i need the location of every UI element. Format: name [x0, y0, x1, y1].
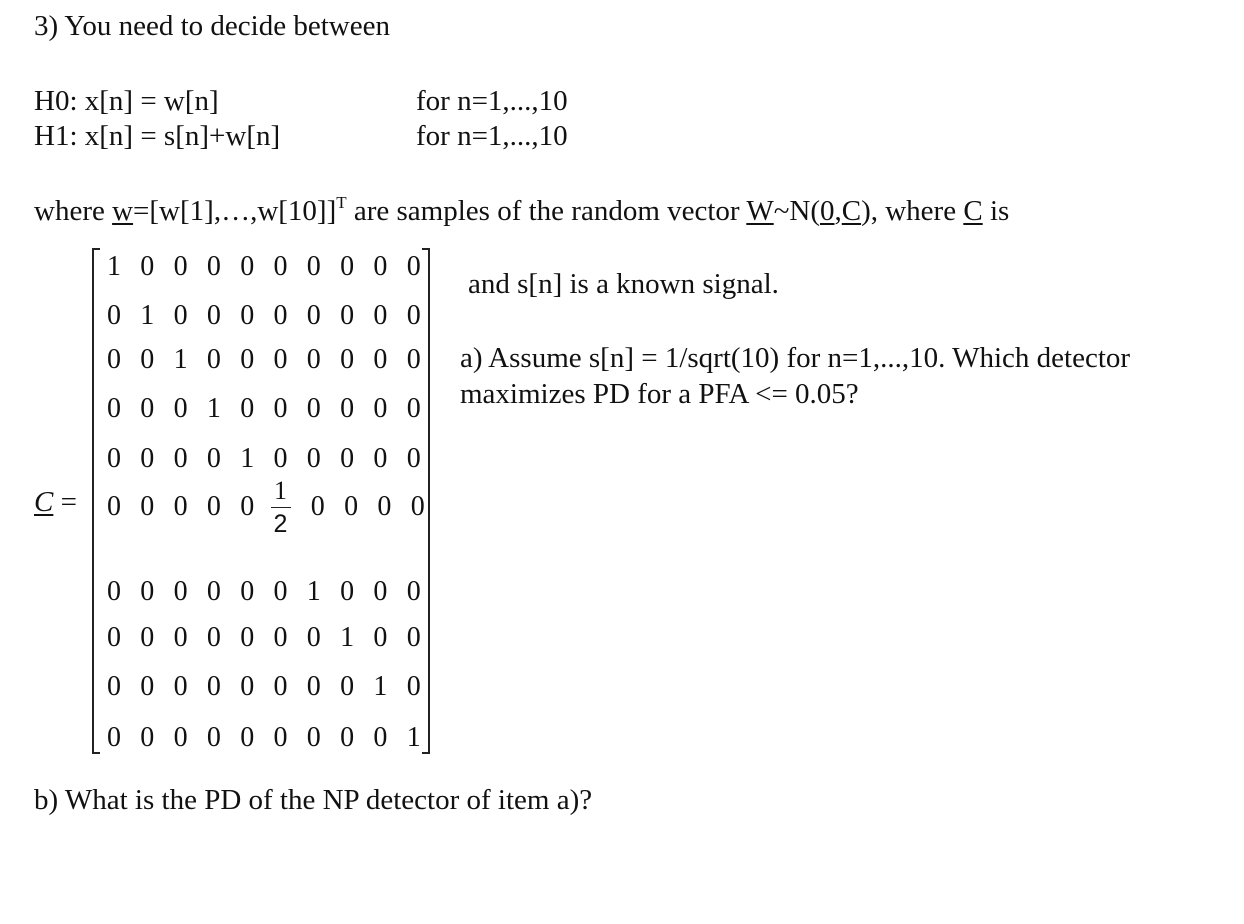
matrix-cell: 1 — [240, 443, 255, 474]
matrix-cell: 0 — [340, 722, 355, 753]
hypothesis-h1: H1: x[n] = s[n]+w[n] — [34, 120, 281, 152]
matrix-cell: 0 — [406, 443, 421, 474]
hypothesis-h1-range: for n=1,...,10 — [416, 120, 568, 152]
matrix-cell: 0 — [107, 491, 121, 522]
matrix-cell: 0 — [373, 344, 388, 375]
matrix-cell: 0 — [107, 622, 121, 653]
matrix-row — [104, 476, 425, 538]
matrix-cell: 0 — [173, 576, 188, 607]
matrix-cell: 0 — [306, 671, 321, 702]
matrix-cell: 0 — [344, 491, 359, 522]
problem-heading: 3) You need to decide between — [34, 10, 390, 42]
part-b-question: b) What is the PD of the NP detector of item a)? — [34, 784, 593, 816]
matrix-cell: 0 — [273, 443, 288, 474]
fraction-bar — [271, 507, 291, 508]
matrix-row — [104, 442, 424, 476]
matrix-cell: 1 — [140, 300, 155, 331]
matrix-cell: 0 — [140, 622, 155, 653]
matrix-cell: 0 — [173, 393, 188, 424]
matrix-equals: = — [60, 486, 77, 518]
matrix-cell: 0 — [240, 300, 255, 331]
matrix-cell: 0 — [306, 622, 321, 653]
matrix-cell: 0 — [140, 393, 155, 424]
matrix-row — [104, 670, 424, 704]
matrix-cell: 1 — [206, 393, 221, 424]
matrix-cell: 0 — [273, 393, 288, 424]
matrix-cell: 1 — [306, 576, 321, 607]
matrix-cell: 0 — [240, 722, 255, 753]
vector-W: W — [746, 195, 774, 227]
matrix-cell: 0 — [373, 722, 388, 753]
matrix-cell: 0 — [340, 671, 355, 702]
matrix-cell: 1 — [340, 622, 355, 653]
matrix-cell: 1 — [107, 251, 121, 282]
matrix-cell: 1 — [173, 344, 188, 375]
part-a-line1: a) Assume s[n] = 1/sqrt(10) for n=1,...,10. Which detector — [460, 342, 1131, 374]
matrix-cell: 0 — [206, 622, 221, 653]
matrix-cell: 0 — [406, 622, 421, 653]
matrix-row — [104, 392, 424, 426]
matrix-cell: 0 — [206, 251, 221, 282]
matrix-cell: 0 — [373, 393, 388, 424]
matrix-cell: 0 — [406, 251, 421, 282]
matrix-row — [104, 250, 424, 284]
where-text-1: where — [34, 195, 113, 227]
matrix-C-ref-1: C — [841, 195, 862, 227]
matrix-cell: 0 — [340, 251, 355, 282]
matrix-cell: 0 — [206, 491, 221, 522]
matrix-cell: 0 — [306, 443, 321, 474]
matrix-row — [104, 299, 424, 333]
matrix-cell: 0 — [173, 443, 188, 474]
matrix-cell: 0 — [373, 576, 388, 607]
matrix-cell: 0 — [406, 300, 421, 331]
matrix-cell: 0 — [107, 300, 121, 331]
matrix-cell: 0 — [340, 443, 355, 474]
matrix-cell: 0 — [107, 443, 121, 474]
matrix-cell: 0 — [406, 393, 421, 424]
where-text-6: is — [982, 195, 1010, 227]
matrix-cell: 0 — [173, 622, 188, 653]
matrix-cell: 0 — [140, 443, 155, 474]
where-text-4: ~N( — [773, 195, 820, 227]
matrix-cell: 0 — [140, 576, 155, 607]
matrix-cell: 0 — [373, 622, 388, 653]
matrix-cell: 0 — [240, 576, 255, 607]
matrix-cell-fraction — [269, 478, 293, 537]
matrix-cell: 0 — [306, 300, 321, 331]
matrix-cell: 0 — [273, 251, 288, 282]
matrix-cell: 0 — [206, 443, 221, 474]
matrix-cell: 0 — [206, 722, 221, 753]
matrix-cell: 0 — [107, 576, 121, 607]
matrix-C-ref-2: C — [963, 195, 983, 227]
matrix-cell: 0 — [107, 393, 121, 424]
where-text-2: =[w[1],…,w[10]] — [133, 195, 337, 227]
matrix-cell: 0 — [107, 344, 121, 375]
matrix-cell: 0 — [173, 671, 188, 702]
matrix-cell: 0 — [240, 622, 255, 653]
matrix-cell: 0 — [173, 722, 188, 753]
hypothesis-h0-range: for n=1,...,10 — [416, 85, 568, 117]
matrix-cell: 0 — [206, 671, 221, 702]
matrix-cell: 1 — [406, 722, 421, 753]
matrix-left-bracket — [92, 248, 100, 754]
matrix-cell: 0 — [206, 300, 221, 331]
matrix-cell: 0 — [140, 491, 155, 522]
matrix-cell: 0 — [240, 251, 255, 282]
matrix-cell: 0 — [306, 344, 321, 375]
matrix-cell: 0 — [377, 491, 392, 522]
part-a-line2: maximizes PD for a PFA <= 0.05? — [460, 378, 859, 410]
matrix-cell: 0 — [140, 344, 155, 375]
where-text-5: ), where — [861, 195, 964, 227]
matrix-row — [104, 343, 424, 377]
matrix-cell: 0 — [306, 393, 321, 424]
matrix-cell: 0 — [273, 344, 288, 375]
matrix-cell: 0 — [107, 671, 121, 702]
matrix-cell: 0 — [310, 491, 325, 522]
matrix-cell: 0 — [206, 576, 221, 607]
matrix-cell: 0 — [240, 491, 255, 522]
matrix-cell: 0 — [140, 671, 155, 702]
matrix-cell: 0 — [206, 344, 221, 375]
where-comma: , — [834, 195, 842, 227]
matrix-cell: 0 — [273, 622, 288, 653]
known-signal-note: and s[n] is a known signal. — [468, 268, 779, 300]
matrix-cell: 0 — [140, 251, 155, 282]
matrix-cell: 0 — [273, 300, 288, 331]
matrix-cell: 0 — [240, 344, 255, 375]
matrix-row — [104, 575, 424, 609]
matrix-label-C: C — [34, 486, 54, 518]
matrix-cell: 0 — [273, 576, 288, 607]
matrix-cell: 0 — [240, 671, 255, 702]
matrix-row — [104, 721, 424, 755]
matrix-cell: 1 — [373, 671, 388, 702]
matrix-row — [104, 621, 424, 655]
matrix-cell: 0 — [306, 251, 321, 282]
matrix-cell: 0 — [173, 251, 188, 282]
matrix-cell: 0 — [340, 344, 355, 375]
matrix-cell: 0 — [373, 300, 388, 331]
matrix-cell: 0 — [173, 300, 188, 331]
hypothesis-h0: H0: x[n] = w[n] — [34, 85, 219, 117]
matrix-cell: 0 — [340, 576, 355, 607]
matrix-cell: 0 — [373, 443, 388, 474]
vector-zero: 0 — [819, 195, 835, 227]
matrix-cell: 0 — [406, 344, 421, 375]
matrix-cell: 0 — [406, 576, 421, 607]
matrix-cell: 0 — [410, 491, 425, 522]
where-statement — [34, 194, 1009, 228]
matrix-cell: 0 — [306, 722, 321, 753]
matrix-cell: 0 — [340, 300, 355, 331]
matrix-label — [34, 485, 77, 519]
fraction-denominator: 2 — [273, 510, 288, 538]
matrix-cell: 0 — [140, 722, 155, 753]
matrix-cell: 0 — [240, 393, 255, 424]
matrix-cell: 0 — [273, 671, 288, 702]
matrix-cell: 0 — [107, 722, 121, 753]
matrix-cell: 0 — [340, 393, 355, 424]
matrix-cell: 0 — [373, 251, 388, 282]
where-text-3: are samples of the random vector — [346, 195, 747, 227]
matrix-cell: 0 — [273, 722, 288, 753]
matrix-cell: 0 — [406, 671, 421, 702]
fraction-numerator: 1 — [274, 476, 287, 505]
matrix-cell: 0 — [173, 491, 188, 522]
transpose-symbol: T — [336, 193, 347, 212]
vector-w: w — [112, 195, 134, 227]
